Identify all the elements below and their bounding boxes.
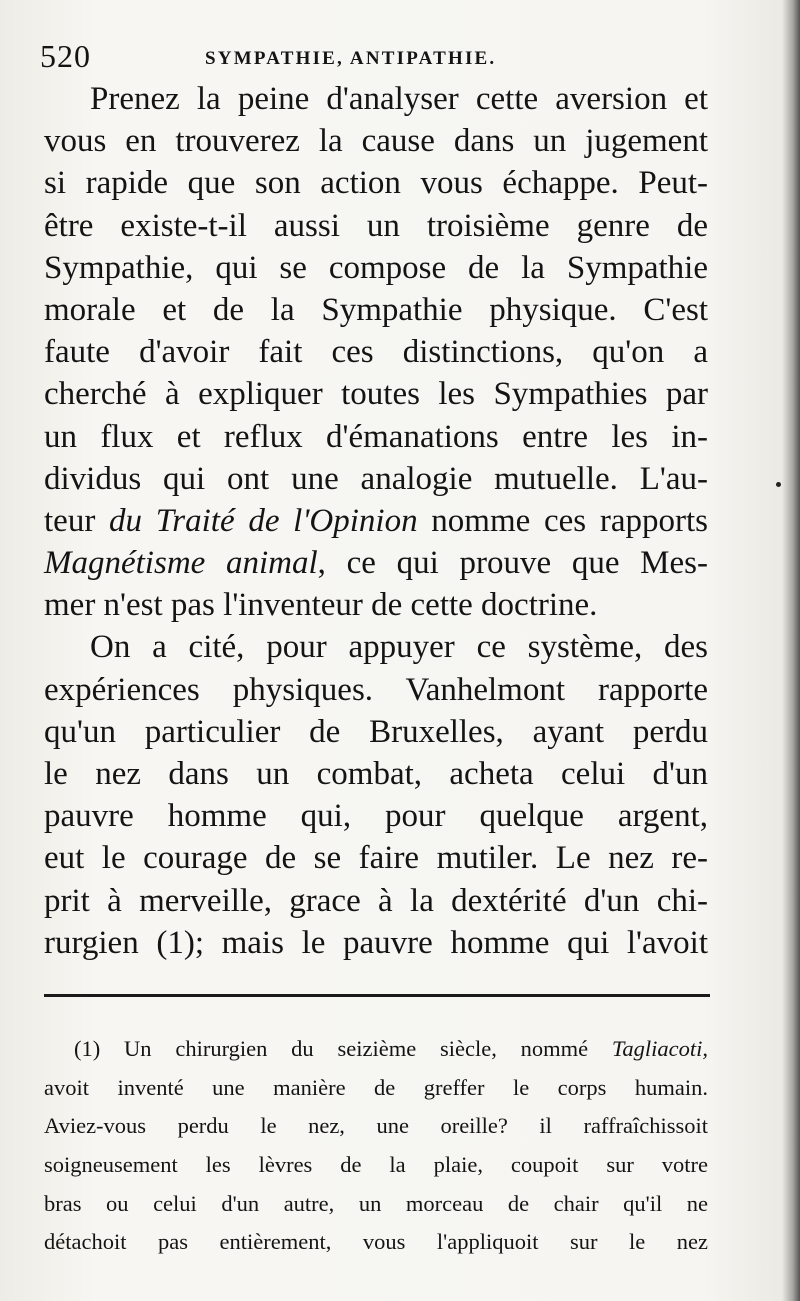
text-fragment: teur [44,502,110,539]
footnote-line [44,1030,708,1069]
text-line: qu'un particulier de Bruxelles, ayant perdu [44,713,708,750]
footnote-line: soigneusement les lèvres de la plaie, coupoit sur votre [44,1152,708,1178]
text-fragment: (1) Un chirurgien du seizième siècle, nommé [74,1036,612,1061]
text-line: expériences physiques. Vanhelmont rapporte [44,671,708,708]
text-fragment: nomme ces rapports [417,502,708,539]
footnote-line: bras ou celui d'un autre, un morceau de chair qu'il ne [44,1190,708,1216]
text-line: faute d'avoir fait ces distinctions, qu'on a [44,334,708,371]
text-line: On a cité, pour appuyer ce système, des [90,629,708,666]
text-line [44,542,708,584]
text-line: Sympathie, qui se compose de la Sympathie [44,249,708,286]
text-line: être existe-t-il aussi un troisième genre de [44,207,708,244]
footnote [44,1030,708,1262]
scan-speck [776,482,781,487]
running-head: SYMPATHIE, ANTIPATHIE. [205,48,497,69]
footnote-line: avoit inventé une manière de greffer le corps humain. [44,1074,708,1100]
text-line: prit à merveille, grace à la dextérité d'un chi- [44,882,708,919]
italic-term: Magnétisme animal [44,545,318,582]
text-line: mer n'est pas l'inventeur de cette doctrine. [44,587,598,624]
footnote-rule [44,994,710,997]
text-line: eut le courage de se faire mutiler. Le nez re- [44,840,708,877]
italic-name: Tagliacoti, [611,1036,708,1061]
text-line: si rapide que son action vous échappe. Peut- [44,165,708,202]
text-line: Prenez la peine d'analyser cette aversion et [90,81,708,117]
text-line: pauvre homme qui, pour quelque argent, [44,798,708,835]
text-line: dividus qui ont une analogie mutuelle. L'au- [44,460,708,497]
text-line: le nez dans un combat, acheta celui d'un [44,756,708,792]
page-number: 520 [40,38,91,74]
page-edge-shadow [782,0,800,1301]
page-header [40,38,740,78]
main-text [44,78,708,964]
text-line: vous en trouverez la cause dans un jugement [44,123,708,160]
text-line: cherché à expliquer toutes les Sympathies par [44,376,708,413]
text-line [44,500,708,542]
text-fragment: , ce qui prouve que Mes- [317,545,708,582]
footnote-line: Aviez-vous perdu le nez, une oreille? il raffraîchissoit [44,1113,708,1139]
text-line: rurgien (1); mais le pauvre homme qui l'avoit [44,924,708,961]
italic-title: du Traité de l'Opinion [109,502,418,539]
text-line: morale et de la Sympathie physique. C'est [44,291,708,328]
text-line: un flux et reflux d'émanations entre les in- [44,418,708,455]
footnote-line: détachoit pas entièrement, vous l'appliquoit sur le nez [44,1229,708,1255]
